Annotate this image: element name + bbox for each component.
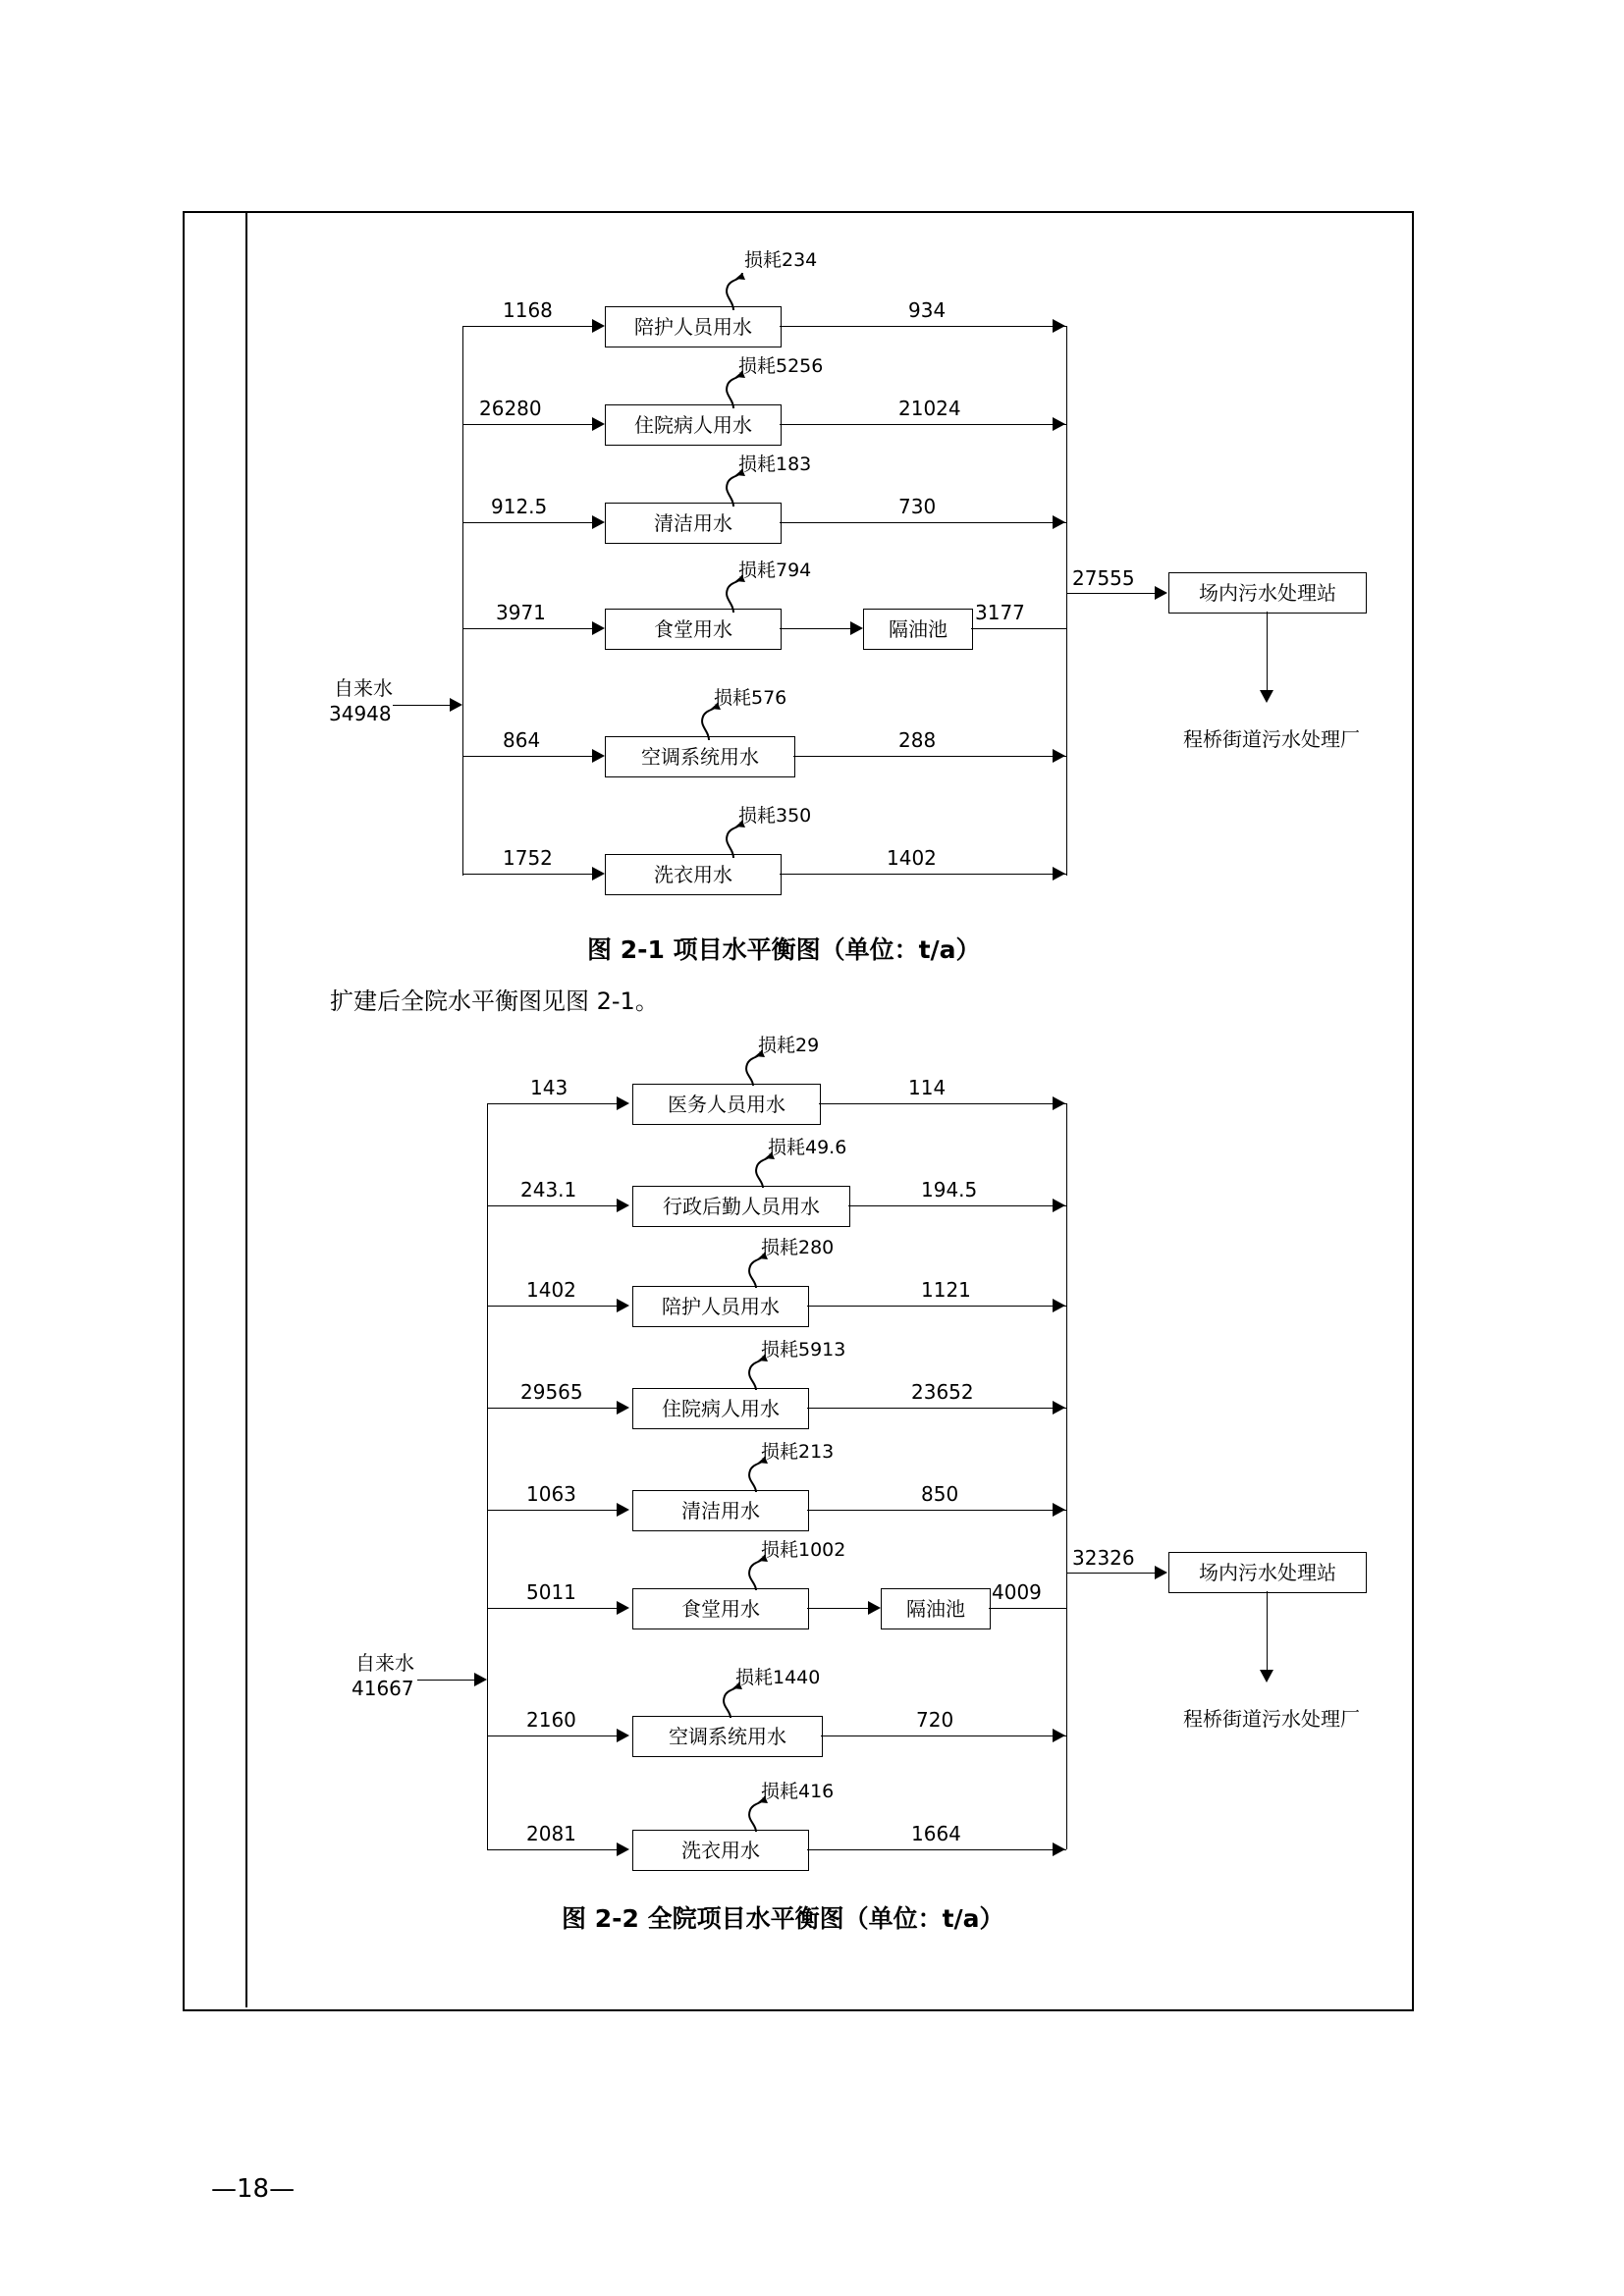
fig1-row1-box: 陪护人员用水 [605,306,782,347]
fig2-collector-line [1066,1573,1164,1574]
fig2-row2-box: 行政后勤人员用水 [632,1186,850,1227]
fig2-row8-loss-label: 损耗416 [761,1781,835,1802]
fig2-station-to-plant-arrow [1260,1670,1273,1682]
fig2-row2-in-arrow [617,1199,629,1212]
fig1-row2-out-value: 21024 [898,397,961,420]
fig2-row2-in-value: 243.1 [520,1178,577,1201]
fig2-row8-in-arrow [617,1842,629,1856]
fig2-station-to-plant-line [1267,1591,1268,1674]
fig2-row6-in-line [487,1608,624,1609]
fig2-row4-loss-label: 损耗5913 [761,1339,846,1361]
fig2-row3-out-value: 1121 [921,1278,971,1302]
fig1-row5-out-value: 288 [898,728,937,752]
fig2-row3-box: 陪护人员用水 [632,1286,809,1327]
fig2-row3-in-value: 1402 [526,1278,576,1302]
fig1-row1-in-value: 1168 [503,298,553,322]
fig1-row4-loss-label: 损耗794 [738,560,812,581]
fig1-row2-loss-label: 损耗5256 [738,355,824,377]
fig1-row5-box: 空调系统用水 [605,736,795,777]
fig2-row5-loss-label: 损耗213 [761,1441,835,1463]
fig2-row8-in-line [487,1849,624,1850]
fig2-row4-out-arrow [1053,1401,1065,1415]
fig2-row5-box: 清洁用水 [632,1490,809,1531]
fig2-plant-text: 程桥街道污水处理厂 [1183,1707,1360,1731]
fig2-row3-in-arrow [617,1299,629,1312]
fig2-row7-out-line [821,1735,1066,1736]
fig2-row7-in-arrow [617,1729,629,1742]
fig2-left-bus [487,1103,488,1849]
fig2-row4-out-value: 23652 [911,1380,974,1404]
fig2-row7-box: 空调系统用水 [632,1716,823,1757]
fig2-row4-in-line [487,1408,624,1409]
fig2-grease-trap-box: 隔油池 [881,1588,991,1629]
fig2-row2-out-arrow [1053,1199,1065,1212]
fig1-row4-out-value: 3177 [975,601,1025,624]
fig2-station-box: 场内污水处理站 [1168,1552,1367,1593]
fig2-row1-in-value: 143 [530,1076,568,1099]
fig2-row1-out-value: 114 [908,1076,947,1099]
fig1-plant-text: 程桥街道污水处理厂 [1183,727,1360,751]
fig2-source-value: 41667 [352,1677,414,1700]
figure-2-2-caption: 图 2-2 全院项目水平衡图（单位：t/a） [562,1904,1004,1933]
fig2-row7-out-value: 720 [916,1708,954,1732]
fig2-row1-in-arrow [617,1096,629,1110]
fig2-plant-label [1183,1708,1360,1731]
fig2-source-arrow [474,1673,487,1686]
fig1-row6-out-value: 1402 [887,846,937,870]
fig1-collector-value: 27555 [1072,566,1135,590]
fig2-row6-out-line [989,1608,1066,1609]
fig1-row5-loss-label: 损耗576 [714,687,787,709]
fig1-row3-out-value: 730 [898,495,937,518]
fig2-row5-out-line [807,1510,1066,1511]
fig1-station-box: 场内污水处理站 [1168,572,1367,614]
fig2-row2-out-line [848,1205,1066,1206]
fig2-row5-in-line [487,1510,624,1511]
fig2-row7-in-value: 2160 [526,1708,576,1732]
fig2-source-line [417,1680,476,1681]
fig1-source-value: 34948 [329,702,392,725]
fig2-row1-out-line [819,1103,1066,1104]
fig2-row5-out-value: 850 [921,1482,959,1506]
fig1-row6-in-value: 1752 [503,846,553,870]
fig2-row4-out-line [807,1408,1066,1409]
fig1-row3-in-value: 912.5 [491,495,548,518]
fig2-row6-mid-line [807,1608,876,1609]
fig1-row5-in-value: 864 [503,728,541,752]
fig2-row5-out-arrow [1053,1503,1065,1517]
fig2-row8-out-line [807,1849,1066,1850]
fig2-row8-out-value: 1664 [911,1822,961,1845]
fig1-source-label: 自来水 [334,676,393,700]
fig2-row8-box: 洗衣用水 [632,1830,809,1871]
figure-2-1-caption: 图 2-1 项目水平衡图（单位：t/a） [587,935,981,964]
fig1-row2-box: 住院病人用水 [605,404,782,446]
fig2-collector-arrow [1155,1566,1167,1579]
fig2-row6-loss-label: 损耗1002 [761,1539,846,1561]
fig2-row7-out-arrow [1053,1729,1065,1742]
page-number: —18— [211,2174,296,2204]
fig1-row4-in-value: 3971 [496,601,546,624]
fig2-row7-loss-label: 损耗1440 [735,1667,821,1688]
fig2-row1-out-arrow [1053,1096,1065,1110]
fig2-row6-out-value: 4009 [992,1580,1042,1604]
fig1-grease-trap-box: 隔油池 [863,609,973,650]
fig2-row1-box: 医务人员用水 [632,1084,821,1125]
fig2-row3-out-arrow [1053,1299,1065,1312]
body-note: 扩建后全院水平衡图见图 2-1。 [330,988,659,1015]
fig1-row3-loss-label: 损耗183 [738,454,812,475]
fig2-row3-out-line [807,1306,1066,1307]
fig2-row2-in-line [487,1205,624,1206]
fig2-row8-in-value: 2081 [526,1822,576,1845]
fig2-row4-in-value: 29565 [520,1380,583,1404]
fig2-row6-in-arrow [617,1601,629,1615]
fig2-row1-in-line [487,1103,624,1104]
fig2-row3-in-line [487,1306,624,1307]
fig2-row6-mid-arrow [868,1601,881,1615]
fig2-row5-in-arrow [617,1503,629,1517]
fig2-row4-box: 住院病人用水 [632,1388,809,1429]
fig1-row1-out-value: 934 [908,298,947,322]
fig2-row3-loss-label: 损耗280 [761,1237,835,1258]
fig2-collector-value: 32326 [1072,1546,1135,1570]
fig2-row2-out-value: 194.5 [921,1178,978,1201]
fig2-right-bus [1066,1103,1067,1849]
fig1-row1-loss-label: 损耗234 [744,249,818,271]
fig2-row8-out-arrow [1053,1842,1065,1856]
fig2-row1-loss-label: 损耗29 [758,1035,820,1056]
fig1-row6-box: 洗衣用水 [605,854,782,895]
fig1-row2-in-value: 26280 [479,397,542,420]
fig1-row3-box: 清洁用水 [605,503,782,544]
fig2-source-label: 自来水 [355,1651,414,1675]
fig2-row2-loss-label: 损耗49.6 [768,1137,847,1158]
fig1-row6-loss-label: 损耗350 [738,805,812,827]
fig1-row4-box: 食堂用水 [605,609,782,650]
fig2-row6-in-value: 5011 [526,1580,576,1604]
fig2-row5-in-value: 1063 [526,1482,576,1506]
fig2-row7-in-line [487,1735,624,1736]
fig2-row4-in-arrow [617,1401,629,1415]
fig2-row6-box: 食堂用水 [632,1588,809,1629]
